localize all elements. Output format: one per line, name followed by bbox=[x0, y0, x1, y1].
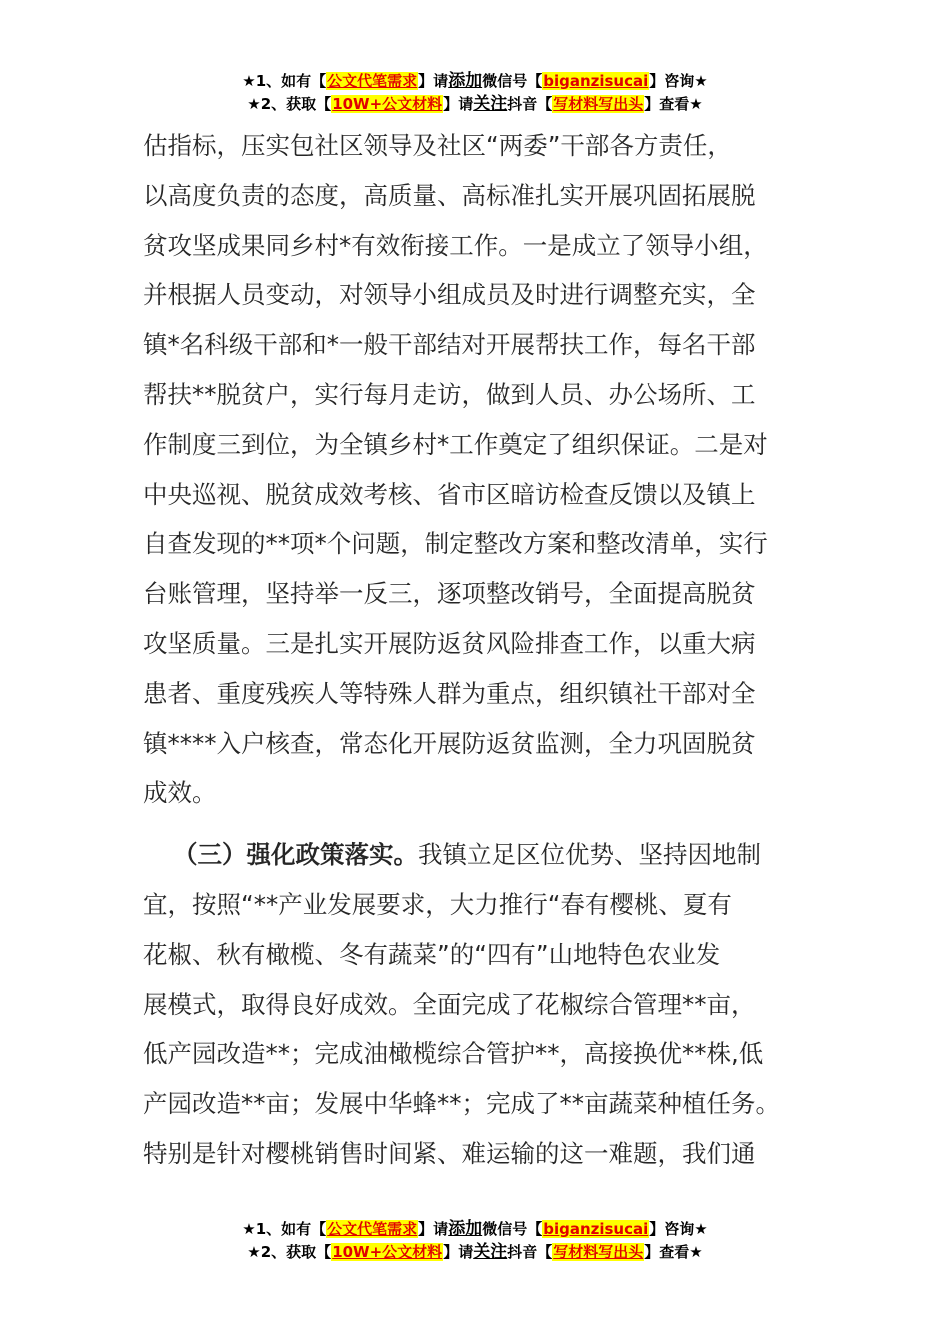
text-line: 自查发现的**项*个问题，制定整改方案和整改清单，实行 bbox=[143, 529, 768, 559]
text-line: 作制度三到位，为全镇乡村*工作奠定了组织保证。二是对 bbox=[143, 429, 768, 459]
banner-text: 】咨询★ bbox=[649, 1220, 708, 1238]
text-line: 花椒、秋有橄榄、冬有蔬菜”的“四有”山地特色农业发 bbox=[143, 939, 721, 969]
banner-text: 】请 bbox=[443, 95, 474, 113]
paragraph-1 bbox=[143, 121, 823, 818]
highlight-douyin: 写材料写出头 bbox=[553, 95, 644, 113]
banner-text: 】请 bbox=[443, 1243, 474, 1261]
banner-text: 】查看★ bbox=[644, 95, 703, 113]
text-line: 产园改造**亩；发展中华蜂**；完成了**亩蔬菜种植任务。 bbox=[143, 1089, 780, 1119]
banner-text: 】请 bbox=[418, 1220, 449, 1238]
banner-emphasis: 添加 bbox=[448, 1219, 483, 1239]
banner-text: 微信号【 bbox=[482, 72, 543, 90]
text-line: 镇****入户核查，常态化开展防返贫监测，全力巩固脱贫 bbox=[143, 728, 756, 758]
text-line: 估指标，压实包社区领导及社区“两委”干部各方责任， bbox=[143, 131, 732, 160]
banner-emphasis: 关注 bbox=[473, 1242, 508, 1262]
text-line: 台账管理，坚持举一反三，逐项整改销号，全面提高脱贫 bbox=[143, 579, 756, 609]
banner-text: ★2、获取【 bbox=[247, 95, 332, 113]
banner-emphasis: 添加 bbox=[448, 71, 483, 91]
banner-text: ★1、如有【 bbox=[242, 72, 327, 90]
section-heading: （三）强化政策落实。 bbox=[173, 840, 418, 870]
banner-text: 】咨询★ bbox=[649, 72, 708, 90]
highlight-wechat-id: biganzisucai bbox=[543, 72, 649, 90]
header-banner bbox=[0, 70, 950, 116]
text-line: 帮扶**脱贫户，实行每月走访，做到人员、办公场所、工 bbox=[143, 379, 756, 409]
text-line: 以高度负责的态度，高质量、高标准扎实开展巩固拓展脱 bbox=[143, 180, 756, 210]
highlight-materials: 10W+公文材料 bbox=[332, 95, 443, 113]
text-line: 成效。 bbox=[143, 778, 217, 808]
banner-text: 】查看★ bbox=[644, 1243, 703, 1261]
document-body bbox=[143, 121, 823, 1179]
text-span: 我镇立足区位优势、坚持因地制 bbox=[418, 840, 761, 870]
highlight-douyin: 写材料写出头 bbox=[553, 1243, 644, 1261]
text-line: 低产园改造**；完成油橄榄综合管护**，高接换优**株,低 bbox=[143, 1039, 764, 1069]
text-line: 宜，按照“**产业发展要求，大力推行“春有樱桃、夏有 bbox=[143, 889, 732, 919]
text-line: 中央巡视、脱贫成效考核、省市区暗访检查反馈以及镇上 bbox=[143, 479, 756, 509]
highlight-service: 公文代笔需求 bbox=[327, 72, 418, 90]
banner-line-1 bbox=[0, 1218, 950, 1241]
banner-text: ★2、获取【 bbox=[247, 1243, 332, 1261]
banner-text: 抖音【 bbox=[507, 95, 553, 113]
text-line: 攻坚质量。三是扎实开展防返贫风险排查工作，以重大病 bbox=[143, 628, 756, 658]
banner-text: ★1、如有【 bbox=[242, 1220, 327, 1238]
text-line: 患者、重度残疾人等特殊人群为重点，组织镇社干部对全 bbox=[143, 678, 756, 708]
banner-line-2 bbox=[0, 93, 950, 116]
text-line: 镇*名科级干部和*一般干部结对开展帮扶工作，每名干部 bbox=[143, 330, 756, 360]
banner-emphasis: 关注 bbox=[473, 94, 508, 114]
banner-text: 微信号【 bbox=[482, 1220, 543, 1238]
banner-text: 】请 bbox=[418, 72, 449, 90]
banner-text: 抖音【 bbox=[507, 1243, 553, 1261]
highlight-service: 公文代笔需求 bbox=[327, 1220, 418, 1238]
paragraph-2 bbox=[143, 830, 823, 1179]
text-line: 展模式，取得良好成效。全面完成了花椒综合管理**亩， bbox=[143, 989, 756, 1019]
highlight-materials: 10W+公文材料 bbox=[332, 1243, 443, 1261]
text-line: 特别是针对樱桃销售时间紧、难运输的这一难题，我们通 bbox=[143, 1138, 756, 1168]
text-line: 并根据人员变动，对领导小组成员及时进行调整充实，全 bbox=[143, 280, 756, 310]
banner-line-1 bbox=[0, 70, 950, 93]
footer-banner bbox=[0, 1218, 950, 1264]
text-line: 贫攻坚成果同乡村*有效衔接工作。一是成立了领导小组， bbox=[143, 230, 768, 260]
highlight-wechat-id: biganzisucai bbox=[543, 1220, 649, 1238]
banner-line-2 bbox=[0, 1241, 950, 1264]
text-line bbox=[143, 830, 823, 880]
